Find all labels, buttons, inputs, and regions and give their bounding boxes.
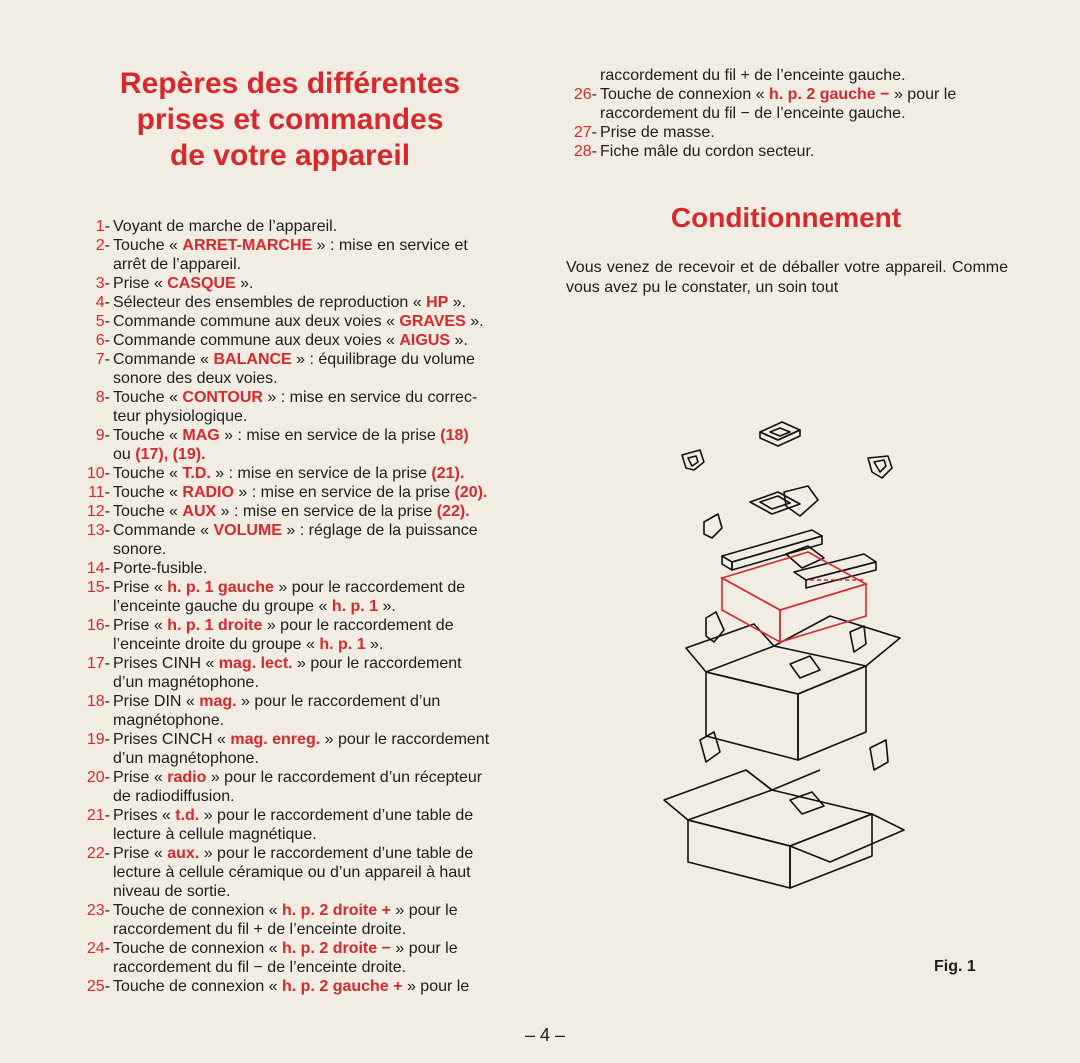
list-item-27: 27 - Prise de masse. (563, 123, 1011, 142)
list-item-25: 25 - Touche de connexion « h. p. 2 gauche + » pour le (76, 977, 522, 996)
intro-paragraph: Vous venez de recevoir et de déballer votre appareil. Comme vous avez pu le constater, un soin tout (566, 259, 1008, 296)
list-item-4: 4 - Sélecteur des ensembles de reproduction « HP ». (76, 293, 522, 312)
item-25-continuation: raccordement du fil + de l’enceinte gauche. (600, 67, 906, 84)
list-item-2: 2 - Touche « ARRET-MARCHE » : mise en service et arrêt de l’appareil. (76, 236, 522, 274)
list-item-18: 18 - Prise DIN « mag. » pour le raccordement d’un magnétophone. (76, 692, 522, 730)
list-item-8: 8 - Touche « CONTOUR » : mise en service du correc- teur physiologique. (76, 388, 522, 426)
list-item-14: 14 - Porte-fusible. (76, 559, 522, 578)
list-item-7: 7 - Commande « BALANCE » : équilibrage du volume sonore des deux voies. (76, 350, 522, 388)
controls-list-continued (563, 66, 1011, 161)
list-item-16: 16 - Prise « h. p. 1 droite » pour le raccordement de l’enceinte droite du groupe « h. p. 1 ». (76, 616, 522, 654)
list-item-23: 23 - Touche de connexion « h. p. 2 droite + » pour le raccordement du fil + de l’enceinte droite. (76, 901, 522, 939)
list-item-11: 11 - Touche « RADIO » : mise en service de la prise (20). (76, 483, 522, 502)
list-item-6: 6 - Commande commune aux deux voies « AIGUS ». (76, 331, 522, 350)
title-line-2: prises et commandes (136, 103, 444, 136)
list-item-9: 9 - Touche « MAG » : mise en service de la prise (18) ou (17), (19). (76, 426, 522, 464)
list-item-24: 24 - Touche de connexion « h. p. 2 droite − » pour le raccordement du fil − de l’enceinte droite. (76, 939, 522, 977)
list-item-15: 15 - Prise « h. p. 1 gauche » pour le raccordement de l’enceinte gauche du groupe « h. p. 1 ». (76, 578, 522, 616)
list-item-22: 22 - Prise « aux. » pour le raccordement d’une table de lecture à cellule céramique ou d’un appareil à haut niveau de sortie. (76, 844, 522, 901)
packaging-illustration (660, 410, 910, 890)
page-title (80, 66, 500, 174)
list-item-1: 1 - Voyant de marche de l’appareil. (76, 217, 522, 236)
list-item-21: 21 - Prises « t.d. » pour le raccordement d’une table de lecture à cellule magnétique. (76, 806, 522, 844)
title-line-1: Repères des différentes (119, 67, 461, 100)
list-item-5: 5 - Commande commune aux deux voies « GRAVES ». (76, 312, 522, 331)
list-item-17: 17 - Prises CINH « mag. lect. » pour le raccordement d’un magnétophone. (76, 654, 522, 692)
list-item-10: 10 - Touche « T.D. » : mise en service de la prise (21). (76, 464, 522, 483)
list-item-13: 13 - Commande « VOLUME » : réglage de la puissance sonore. (76, 521, 522, 559)
list-item-19: 19 - Prises CINCH « mag. enreg. » pour le raccordement d’un magnétophone. (76, 730, 522, 768)
title-line-3: de votre appareil (169, 139, 411, 172)
list-item-26: 26 - Touche de connexion « h. p. 2 gauche − » pour le raccordement du fil − de l’enceinte gauche. (563, 85, 1011, 123)
list-item-12: 12 - Touche « AUX » : mise en service de la prise (22). (76, 502, 522, 521)
list-item-3: 3 - Prise « CASQUE ». (76, 274, 522, 293)
controls-list (76, 217, 522, 996)
section-title: Conditionnement (670, 202, 902, 233)
list-item-28: 28 - Fiche mâle du cordon secteur. (563, 142, 1011, 161)
page-number: – 4 – (524, 1025, 566, 1045)
list-item-20: 20 - Prise « radio » pour le raccordement d’un récepteur de radiodiffusion. (76, 768, 522, 806)
figure-label: Fig. 1 (934, 958, 976, 975)
